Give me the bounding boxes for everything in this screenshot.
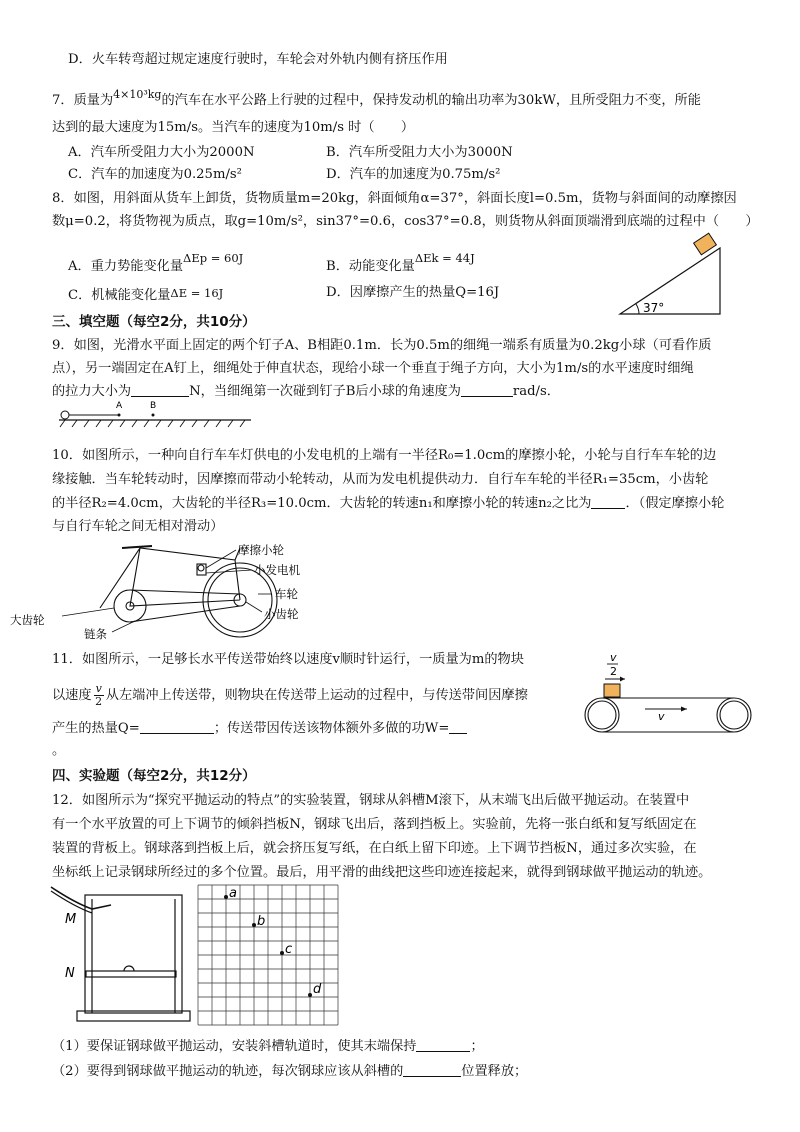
point-d [308,993,312,997]
q11-blank-heat[interactable] [140,719,214,734]
q9-line3-part3: rad/s． [512,384,560,399]
block-velocity-numerator: v [610,651,617,664]
q12-blank-track-end[interactable] [416,1037,470,1052]
q10-blank-ratio[interactable] [591,494,625,509]
nail-b [152,414,155,417]
q12-line1: 12．如图所示为“探究平抛运动的特点”的实验装置，钢球从斜槽M滚下，从末端飞出后做平抛运动。在装置中 [52,793,690,808]
point-a [224,895,228,899]
q11-fraction [94,683,104,708]
q12-sub2 [52,1062,527,1082]
label-friction-wheel: 摩擦小轮 [238,543,284,557]
q8-option-b-label: B．动能变化量 [326,259,415,274]
bicycle-figure [10,540,340,641]
q7-option-c: C．汽车的加速度为0.25m/s² [68,167,242,182]
q8-line1: 8．如图，用斜面从货车上卸货，货物质量m=20kg，斜面倾角α=37°，斜面长度l=0.5m，货物与斜面间的动摩擦因 [52,191,737,206]
bike-frame [100,548,240,608]
label-big-gear: 大齿轮 [10,613,45,627]
label-small-gear: 小齿轮 [264,607,299,621]
q8-option-a [68,248,243,277]
q6-option-d: D．火车转弯超过规定速度行驶时，车轮会对外轨内侧有挤压作用 [68,52,448,67]
nail-b-label: B [150,401,157,411]
q11-line3-part1: 产生的热量Q= [52,721,140,736]
grid-figure [198,885,338,1025]
q9-line2: 点），另一端固定在A钉上，细绳处于伸直状态，现给小球一个垂直于绳子方向，大小为1m/s的水平速度时细绳 [52,361,694,376]
point-c [280,951,284,955]
conveyor-figure [585,650,755,740]
label-chain: 链条 [84,627,107,641]
leader-big-gear [62,608,114,616]
q11-line3 [52,719,467,739]
leader-chain [112,621,135,632]
left-pulley [585,698,619,732]
q7-mass: 4×10³kg [113,88,162,101]
q9-figure [55,398,255,430]
point-d-label: d [313,982,322,997]
point-c-label: c [285,942,293,957]
leader-small-gear [246,602,262,612]
block-velocity-denominator: 2 [610,665,617,678]
q11-line2-part2: 从左端冲上传送带，则物块在传送带上运动的过程中，与传送带间因摩擦 [105,688,528,703]
chute-lower-edge [51,891,92,913]
q11-line2 [52,683,528,708]
section-4-title: 四、实验题（每空2分，共12分） [52,768,256,784]
q7-number: 7．质量为 [52,93,114,108]
chute [51,887,111,909]
q7-line1-text: 的汽车在水平公路上行驶的过程中，保持发动机的输出功率为30kW，且所受阻力不变，所能 [161,93,701,108]
q10-line1: 10．如图所示，一种向自行车车灯供电的小发电机的上端有一半径R₀=1.0cm的摩擦小轮，小轮与自行车车轮的边 [52,448,717,463]
label-n: N [65,966,75,981]
backboard [85,895,182,1013]
nail-a-label: A [116,401,123,411]
q12-line3: 装置的背板上。钢球落到挡板上后，就会挤压复写纸，在白纸上留下印迹。上下调节挡板N，通过多次实验，在 [52,841,697,856]
q10-line3-part1: 的半径R₂=4.0cm，大齿轮的半径R₃=10.0cm．大齿轮的转速n₁和摩擦小轮的转速n₂之比为 [52,496,592,511]
point-a-label: a [229,886,237,901]
point-b-label: b [257,914,266,929]
incline-triangle [620,248,720,314]
leader-friction [206,550,236,568]
q11-line2-part1: 以速度 [52,688,92,703]
q12-sub2-end: 位置释放； [461,1064,528,1079]
q8-option-c-value: ΔE = 16J [170,286,224,300]
q8-option-a-label: A．重力势能变化量 [68,259,184,274]
q12-sub1 [52,1037,484,1057]
q12-blank-release-position[interactable] [403,1062,461,1077]
q8-option-c-label: C．机械能变化量 [68,288,171,303]
q11-fraction-numerator: v [95,682,102,695]
block-velocity-arrowhead [620,677,625,682]
q12-line2: 有一个水平放置的可上下调节的倾斜挡板N，钢球飞出后，落到挡板上。实验前，先将一张白纸和复写纸固定在 [52,817,697,832]
q8-option-b-value: ΔEk = 44J [414,251,475,265]
label-wheel: 车轮 [275,587,298,601]
q8-line2: 数μ=0.2，将货物视为质点，取g=10m/s²，sin37°=0.6，cos37°=0.8，则货物从斜面顶端滑到底端的过程中（ ） [52,214,759,229]
steel-ball [124,966,134,971]
q7-line2: 达到的最大速度为15m/s。当汽车的速度为10m/s 时（ ） [52,120,415,135]
right-pulley-inner [720,701,748,729]
q9-blank-tension[interactable] [131,382,189,397]
q10-line2: 缘接触．当车轮转动时，因摩擦而带动小轮转动，从而为发电机提供动力．自行车车轮的半径R₁=35cm，小齿轮 [52,472,709,487]
belt-velocity-arrowhead [681,707,687,712]
ball [61,411,69,419]
q9-blank-angular-velocity[interactable] [461,382,513,397]
apparatus-figure [45,885,205,1025]
belt-velocity-label: v [658,710,665,723]
cargo-box [694,233,717,255]
grid-lines [198,885,338,1025]
q9-line1: 9．如图，光滑水平面上固定的两个钉子A、B相距0.1m．长为0.5m的细绳一端系有质量为0.2kg小球（可看作质 [52,338,712,353]
q12-sub1-text: （1）要保证钢球做平抛运动，安装斜槽轨道时，使其末端保持 [52,1039,417,1054]
q7-option-a: A．汽车所受阻力大小为2000N [68,145,255,160]
q8-option-c [68,283,223,306]
left-pulley-inner [588,701,616,729]
q10-line3-part2: ．（假定摩擦小轮 [625,496,725,511]
label-generator: 小发电机 [254,563,300,577]
q11-line3-part2: ；传送带因传送该物体额外多做的功W= [213,721,450,736]
friction-wheel [198,565,204,571]
baffle [86,971,176,977]
q9-line3-part1: 的拉力大小为 [52,384,132,399]
right-pulley [717,698,751,732]
q10-line3 [52,494,724,514]
section-3-title: 三、填空题（每空2分，共10分） [52,314,256,330]
q12-sub2-text: （2）要得到钢球做平抛运动的轨迹，每次钢球应该从斜槽的 [52,1064,404,1079]
q7-option-b: B．汽车所受阻力大小为3000N [326,145,513,160]
q9-line3-part2: N，当细绳第一次碰到钉子B后小球的角速度为 [189,384,461,399]
q8-option-d: D．因摩擦产生的热量Q=16J [326,285,500,300]
angle-label: 37° [643,301,665,315]
q7-option-d: D．汽车的加速度为0.75m/s² [326,167,501,182]
seat [122,546,152,548]
q11-blank-work[interactable] [449,719,467,734]
ground-hatching [60,420,245,427]
q8-option-a-value: ΔEp = 60J [183,251,244,265]
incline-figure [615,234,725,319]
label-m: M [65,912,77,927]
angle-arc [636,304,639,314]
q10-line4: 与自行车轮之间无相对滑动） [52,519,224,534]
q12-line4: 坐标纸上记录钢球所经过的多个位置。最后，用平滑的曲线把这些印迹连接起来，就得到钢球做平抛运动的轨迹。 [52,865,712,880]
q12-sub1-end: ； [470,1039,484,1054]
q11-line4: 。 [52,743,66,758]
nail-a [118,414,121,417]
block [604,684,620,697]
q8-option-b [326,248,475,277]
point-b [252,923,256,927]
q11-line1: 11．如图所示，一足够长水平传送带始终以速度v顺时针运行，一质量为m的物块 [52,652,524,667]
q7-line1 [52,85,701,111]
q11-fraction-denominator: 2 [95,695,103,708]
